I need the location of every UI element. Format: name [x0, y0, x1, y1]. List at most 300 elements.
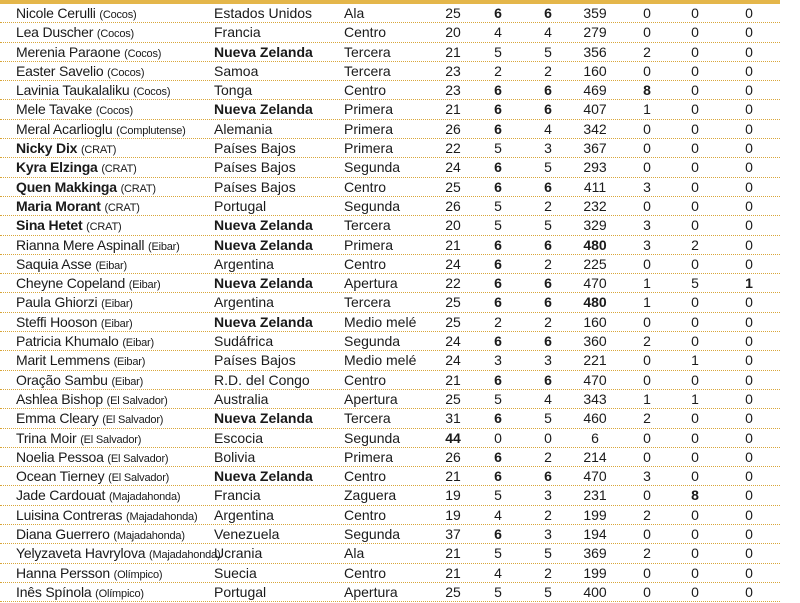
country-cell: Portugal: [214, 197, 267, 214]
country-cell: Estados Unidos: [214, 5, 313, 21]
stat-cell-4: 0: [643, 448, 651, 465]
stat-cell-2: 6: [544, 294, 552, 311]
player-cell: [16, 139, 116, 159]
stat-cell-2: 6: [544, 333, 552, 350]
position-cell: Segunda: [344, 526, 401, 543]
stat-cell-3: 367: [583, 140, 607, 157]
stat-cell-1: 5: [494, 140, 502, 157]
player-name: Lavinia Taukalaliku: [16, 82, 130, 99]
table-row: [0, 583, 780, 602]
stat-cell-4: 1: [643, 294, 651, 311]
stat-cell-5: 0: [691, 62, 699, 79]
player-club: (Cocos): [124, 47, 162, 60]
stat-cell-6: 0: [745, 410, 753, 427]
stat-cell-5: 0: [691, 159, 699, 176]
stat-cell-0: 44: [445, 429, 461, 446]
stat-cell-6: 0: [745, 217, 753, 234]
stat-cell-4: 3: [643, 217, 651, 234]
country-cell: Australia: [214, 390, 269, 407]
position-cell: Centro: [344, 506, 387, 523]
country-cell: Nueva Zelanda: [214, 101, 313, 118]
player-club: (Majadahonda): [149, 549, 221, 562]
player-club: (Olímpico): [113, 568, 163, 581]
stat-cell-3: 470: [583, 371, 607, 388]
stat-cell-3: 329: [583, 217, 607, 234]
player-name: Nicky Dix: [16, 140, 78, 157]
stat-cell-3: 369: [583, 545, 607, 562]
stat-cell-3: 400: [583, 583, 607, 600]
country-cell: Países Bajos: [214, 352, 296, 369]
stat-cell-5: 0: [691, 5, 699, 21]
player-club: (El Salvador): [106, 394, 168, 407]
stat-cell-1: 6: [494, 159, 502, 176]
stat-cell-6: 0: [745, 24, 753, 41]
table-row: [0, 216, 780, 235]
table-row: [0, 43, 780, 62]
stat-cell-2: 5: [544, 545, 552, 562]
position-cell: Tercera: [344, 43, 391, 60]
stat-cell-0: 21: [445, 101, 461, 118]
stat-cell-6: 0: [745, 140, 753, 157]
table-row: [0, 197, 780, 216]
player-cell: [16, 429, 141, 449]
player-cell: [16, 293, 133, 313]
stat-cell-3: 359: [583, 5, 607, 21]
player-name: Nicole Cerulli: [16, 5, 96, 21]
position-cell: Apertura: [344, 583, 398, 600]
stat-cell-4: 0: [643, 429, 651, 446]
stat-cell-4: 0: [643, 120, 651, 137]
player-cell: [16, 43, 161, 63]
player-name: Easter Savelio: [16, 62, 104, 79]
player-name: Hanna Persson: [16, 564, 110, 581]
stat-cell-6: 0: [745, 333, 753, 350]
position-cell: Apertura: [344, 390, 398, 407]
stat-cell-0: 21: [445, 43, 461, 60]
stat-cell-2: 2: [544, 255, 552, 272]
stat-cell-4: 3: [643, 236, 651, 253]
player-club: (Eibar): [122, 337, 154, 350]
position-cell: Segunda: [344, 159, 401, 176]
player-cell: [16, 506, 197, 526]
stat-cell-5: 0: [691, 526, 699, 543]
stat-cell-3: 470: [583, 275, 607, 292]
player-cell: [16, 216, 121, 236]
stat-cell-5: 0: [691, 101, 699, 118]
stat-cell-4: 0: [643, 564, 651, 581]
player-club: (Cocos): [99, 9, 137, 21]
table-row: [0, 120, 780, 139]
stat-cell-1: 6: [494, 526, 502, 543]
player-cell: [16, 409, 163, 429]
position-cell: Centro: [344, 468, 387, 485]
player-cell: [16, 197, 140, 217]
stat-cell-1: 6: [494, 101, 502, 118]
stat-cell-6: 0: [745, 294, 753, 311]
stat-cell-2: 6: [544, 5, 552, 21]
table-row: [0, 564, 780, 583]
country-cell: Tonga: [214, 82, 253, 99]
player-stats-table: [0, 4, 780, 602]
player-cell: [16, 351, 145, 371]
stat-cell-1: 4: [494, 24, 502, 41]
stat-cell-6: 0: [745, 448, 753, 465]
player-cell: [16, 236, 180, 256]
table-row: [0, 81, 780, 100]
stat-cell-3: 460: [583, 410, 607, 427]
stat-cell-2: 6: [544, 178, 552, 195]
player-name: Paula Ghiorzi: [16, 294, 98, 311]
player-cell: [16, 332, 154, 352]
stat-cell-1: 6: [494, 82, 502, 99]
stat-cell-6: 1: [745, 275, 753, 292]
player-cell: [16, 390, 168, 410]
position-cell: Tercera: [344, 410, 391, 427]
stat-cell-2: 0: [544, 429, 552, 446]
player-cell: [16, 100, 133, 120]
stat-cell-5: 0: [691, 217, 699, 234]
stat-cell-2: 5: [544, 217, 552, 234]
player-name: Diana Guerrero: [16, 526, 110, 543]
player-club: (Olímpico): [95, 587, 144, 600]
player-name: Quen Makkinga: [16, 178, 117, 195]
stat-cell-2: 5: [544, 159, 552, 176]
stat-cell-0: 26: [445, 448, 461, 465]
player-name: Luisina Contreras: [16, 506, 123, 523]
stat-cell-4: 1: [643, 275, 651, 292]
stat-cell-2: 2: [544, 313, 552, 330]
stat-cell-4: 0: [643, 371, 651, 388]
position-cell: Ala: [344, 545, 365, 562]
position-cell: Segunda: [344, 197, 401, 214]
player-cell: [16, 178, 156, 198]
table-row: [0, 313, 780, 332]
country-cell: Venezuela: [214, 526, 280, 543]
stat-cell-2: 6: [544, 468, 552, 485]
player-name: Yelyzaveta Havrylova: [16, 545, 146, 562]
player-club: (Cocos): [96, 28, 134, 41]
player-name: Steffi Hooson: [16, 313, 98, 330]
stat-cell-1: 2: [494, 313, 502, 330]
stat-cell-3: 342: [583, 120, 607, 137]
player-club: (CRAT): [104, 201, 140, 214]
stat-cell-2: 4: [544, 24, 552, 41]
stat-cell-4: 2: [643, 545, 651, 562]
player-name: Inês Spínola: [16, 583, 92, 600]
stat-cell-0: 21: [445, 236, 461, 253]
table-row: [0, 293, 780, 312]
stat-cell-4: 0: [643, 255, 651, 272]
stat-cell-6: 0: [745, 43, 753, 60]
stat-cell-2: 2: [544, 62, 552, 79]
stat-cell-4: 0: [643, 526, 651, 543]
stat-cell-1: 5: [494, 217, 502, 234]
stat-cell-1: 4: [494, 564, 502, 581]
stat-cell-0: 19: [445, 487, 461, 504]
player-club: (Cocos): [133, 86, 171, 99]
stat-cell-5: 0: [691, 410, 699, 427]
stat-cell-1: 6: [494, 236, 502, 253]
table-row: [0, 371, 780, 390]
stat-cell-3: 214: [583, 448, 607, 465]
player-club: (El Salvador): [102, 414, 164, 427]
table-row: [0, 100, 780, 119]
player-cell: [16, 313, 133, 333]
stat-cell-4: 1: [643, 390, 651, 407]
table-row: [0, 448, 780, 467]
stat-cell-0: 26: [445, 197, 461, 214]
position-cell: Ala: [344, 5, 365, 21]
player-cell: [16, 4, 136, 24]
player-cell: [16, 467, 169, 487]
stat-cell-6: 0: [745, 468, 753, 485]
stat-cell-1: 6: [494, 294, 502, 311]
stat-cell-2: 5: [544, 43, 552, 60]
player-club: (Cocos): [95, 105, 133, 118]
stat-cell-1: 6: [494, 120, 502, 137]
stat-cell-5: 0: [691, 294, 699, 311]
stat-cell-3: 411: [583, 178, 607, 195]
table-row: [0, 178, 780, 197]
position-cell: Centro: [344, 564, 387, 581]
stat-cell-4: 0: [643, 583, 651, 600]
player-cell: [16, 544, 220, 564]
stat-cell-1: 4: [494, 506, 502, 523]
player-name: Rianna Mere Aspinall: [16, 236, 145, 253]
player-name: Lea Duscher: [16, 24, 94, 41]
position-cell: Primera: [344, 140, 394, 157]
stat-cell-2: 6: [544, 371, 552, 388]
stat-cell-3: 160: [583, 62, 607, 79]
stat-cell-3: 199: [583, 506, 607, 523]
stat-cell-0: 25: [445, 583, 461, 600]
stat-cell-6: 0: [745, 5, 753, 21]
stat-cell-5: 0: [691, 371, 699, 388]
position-cell: Medio melé: [344, 352, 417, 369]
player-name: Saquia Asse: [16, 255, 92, 272]
stat-cell-1: 6: [494, 333, 502, 350]
stat-cell-5: 0: [691, 82, 699, 99]
player-club: (Eibar): [148, 240, 180, 253]
stat-cell-5: 0: [691, 564, 699, 581]
stat-cell-5: 0: [691, 255, 699, 272]
stat-cell-0: 24: [445, 352, 461, 369]
stat-cell-0: 25: [445, 5, 461, 21]
stat-cell-0: 25: [445, 390, 461, 407]
position-cell: Centro: [344, 371, 387, 388]
stat-cell-2: 5: [544, 410, 552, 427]
position-cell: Zaguera: [344, 487, 397, 504]
stat-cell-1: 5: [494, 583, 502, 600]
position-cell: Centro: [344, 82, 387, 99]
stat-cell-1: 5: [494, 390, 502, 407]
stat-cell-0: 31: [445, 410, 461, 427]
player-club: (Cocos): [107, 66, 145, 79]
stat-cell-4: 0: [643, 159, 651, 176]
player-cell: [16, 81, 170, 101]
player-name: Ashlea Bishop: [16, 390, 103, 407]
stat-cell-2: 3: [544, 526, 552, 543]
player-cell: [16, 23, 134, 43]
stat-cell-0: 20: [445, 24, 461, 41]
stat-cell-1: 6: [494, 448, 502, 465]
stat-cell-3: 232: [583, 197, 607, 214]
stat-cell-0: 24: [445, 255, 461, 272]
position-cell: Tercera: [344, 62, 391, 79]
country-cell: Nueva Zelanda: [214, 217, 313, 234]
table-row: [0, 525, 780, 544]
stat-cell-0: 22: [445, 275, 461, 292]
stat-cell-0: 21: [445, 468, 461, 485]
stat-cell-2: 6: [544, 101, 552, 118]
table-row: [0, 23, 780, 42]
stat-cell-3: 199: [583, 564, 607, 581]
stat-cell-1: 5: [494, 43, 502, 60]
stat-cell-5: 0: [691, 24, 699, 41]
table-row: [0, 255, 780, 274]
stat-cell-6: 0: [745, 564, 753, 581]
stat-cell-5: 0: [691, 429, 699, 446]
position-cell: Primera: [344, 448, 394, 465]
player-club: (El Salvador): [107, 452, 169, 465]
stat-cell-6: 0: [745, 526, 753, 543]
stat-cell-5: 1: [691, 390, 699, 407]
stat-cell-4: 3: [643, 178, 651, 195]
stat-cell-0: 21: [445, 545, 461, 562]
table-row: [0, 467, 780, 486]
stat-cell-1: 2: [494, 62, 502, 79]
table-row: [0, 139, 780, 158]
player-club: (Majadahonda): [108, 491, 181, 504]
player-cell: [16, 448, 168, 468]
player-club: (Majadahonda): [126, 510, 198, 523]
stat-cell-2: 5: [544, 583, 552, 600]
position-cell: Segunda: [344, 429, 401, 446]
stat-cell-5: 0: [691, 178, 699, 195]
player-club: (Complutense): [116, 124, 186, 137]
player-club: (Eibar): [111, 375, 144, 388]
stat-cell-4: 0: [643, 62, 651, 79]
country-cell: Países Bajos: [214, 140, 296, 157]
country-cell: Nueva Zelanda: [214, 410, 313, 427]
player-club: (CRAT): [101, 163, 137, 176]
player-cell: [16, 371, 143, 391]
stat-cell-0: 25: [445, 313, 461, 330]
stat-cell-6: 0: [745, 101, 753, 118]
table-row: [0, 506, 780, 525]
stat-cell-4: 8: [643, 82, 651, 99]
player-club: (CRAT): [120, 182, 156, 195]
stat-cell-0: 21: [445, 371, 461, 388]
player-name: Sina Hetet: [16, 217, 83, 234]
stat-cell-6: 0: [745, 371, 753, 388]
stat-cell-0: 19: [445, 506, 461, 523]
stat-cell-3: 160: [583, 313, 607, 330]
country-cell: R.D. del Congo: [214, 371, 310, 388]
player-name: Merenia Paraone: [16, 43, 121, 60]
stat-cell-2: 6: [544, 275, 552, 292]
table-row: [0, 429, 780, 448]
stat-cell-4: 3: [643, 468, 651, 485]
stat-cell-5: 0: [691, 140, 699, 157]
stat-cell-4: 0: [643, 197, 651, 214]
player-cell: [16, 120, 186, 140]
player-name: Mele Tavake: [16, 101, 93, 118]
stat-cell-5: 0: [691, 506, 699, 523]
stat-cell-2: 2: [544, 448, 552, 465]
stat-cell-3: 480: [583, 236, 607, 253]
stat-cell-3: 480: [583, 294, 607, 311]
stat-cell-3: 469: [583, 82, 607, 99]
stat-cell-1: 6: [494, 371, 502, 388]
stat-cell-0: 26: [445, 120, 461, 137]
stat-cell-3: 279: [583, 24, 607, 41]
stat-cell-0: 37: [445, 526, 461, 543]
stat-cell-6: 0: [745, 120, 753, 137]
stat-cell-1: 6: [494, 5, 502, 21]
country-cell: Portugal: [214, 583, 267, 600]
stat-cell-6: 0: [745, 178, 753, 195]
country-cell: Sudáfrica: [214, 333, 274, 350]
stat-cell-1: 6: [494, 255, 502, 272]
country-cell: Países Bajos: [214, 159, 296, 176]
stat-cell-6: 0: [745, 429, 753, 446]
player-club: (Eibar): [95, 259, 127, 272]
stat-cell-1: 6: [494, 275, 502, 292]
player-name: Noelia Pessoa: [16, 448, 104, 465]
player-name: Patricia Khumalo: [16, 333, 119, 350]
position-cell: Centro: [344, 255, 387, 272]
stat-cell-3: 6: [591, 429, 599, 446]
position-cell: Primera: [344, 236, 394, 253]
table-body: [0, 4, 780, 602]
country-cell: Nueva Zelanda: [214, 468, 313, 485]
player-name: Kyra Elzinga: [16, 159, 98, 176]
table-row: [0, 351, 780, 370]
stat-cell-6: 0: [745, 506, 753, 523]
stat-cell-5: 0: [691, 448, 699, 465]
country-cell: Alemania: [214, 120, 273, 137]
stat-cell-1: 0: [494, 429, 502, 446]
player-club: (Eibar): [128, 279, 161, 292]
stat-cell-3: 225: [583, 255, 607, 272]
stat-cell-2: 4: [544, 390, 552, 407]
stat-cell-6: 0: [745, 487, 753, 504]
table-row: [0, 486, 780, 505]
stat-cell-0: 23: [445, 62, 461, 79]
table-row: [0, 409, 780, 428]
stat-cell-4: 0: [643, 313, 651, 330]
country-cell: Nueva Zelanda: [214, 313, 313, 330]
stat-cell-0: 21: [445, 564, 461, 581]
stat-cell-3: 356: [583, 43, 607, 60]
stat-cell-0: 23: [445, 82, 461, 99]
stat-cell-1: 5: [494, 197, 502, 214]
stat-cell-0: 22: [445, 140, 461, 157]
stat-cell-6: 0: [745, 197, 753, 214]
country-cell: Samoa: [214, 62, 259, 79]
stat-cell-1: 6: [494, 468, 502, 485]
player-club: (Majadahonda): [113, 530, 185, 543]
stat-cell-0: 24: [445, 333, 461, 350]
position-cell: Apertura: [344, 275, 398, 292]
stat-cell-4: 2: [643, 333, 651, 350]
country-cell: Argentina: [214, 294, 274, 311]
stat-cell-4: 0: [643, 140, 651, 157]
stat-cell-6: 0: [745, 62, 753, 79]
stat-cell-1: 6: [494, 178, 502, 195]
player-name: Emma Cleary: [16, 410, 99, 427]
